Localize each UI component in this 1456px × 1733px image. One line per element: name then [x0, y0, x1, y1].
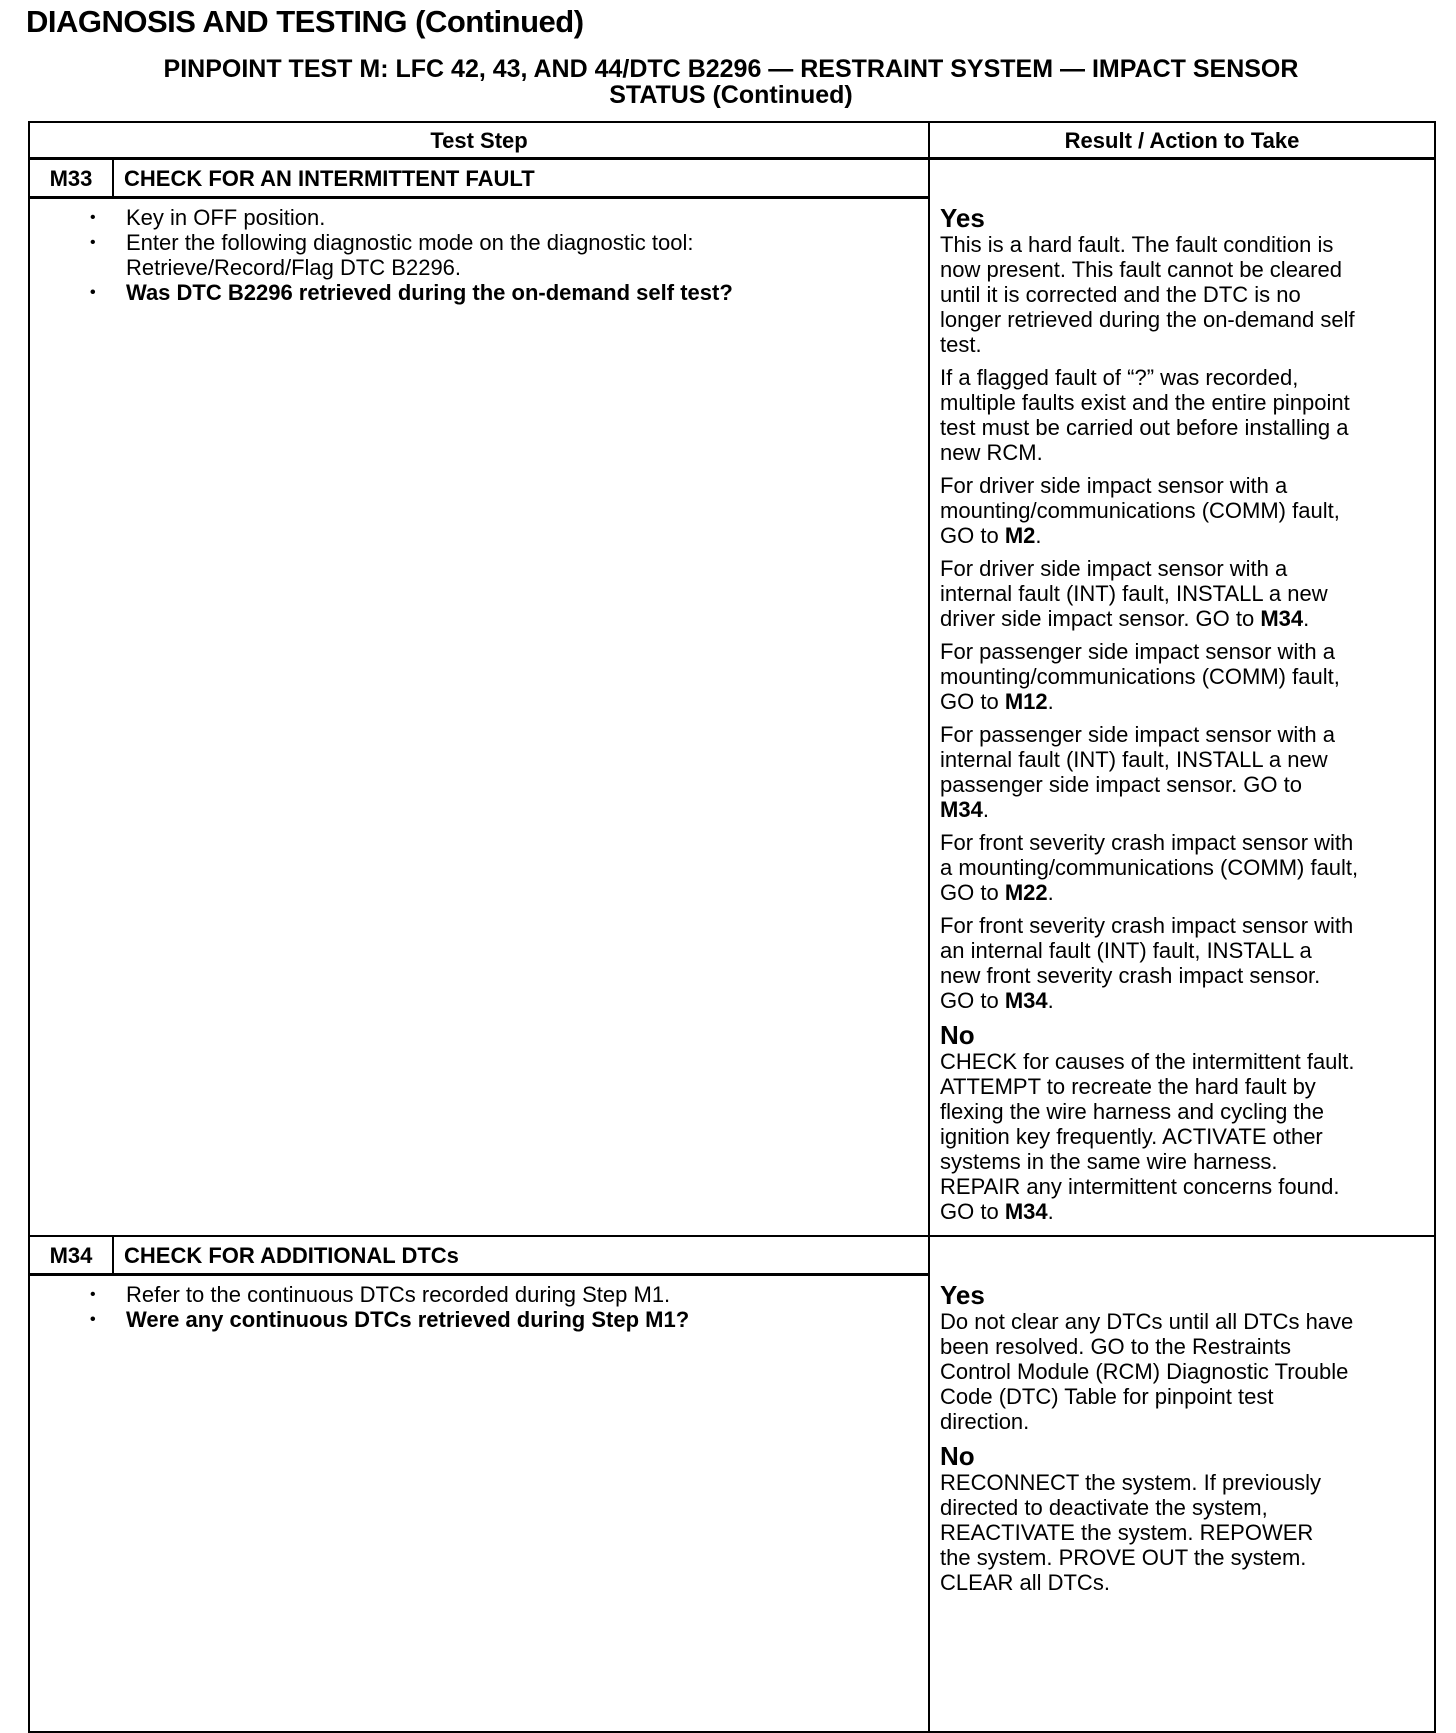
result-cell — [929, 1236, 1435, 1732]
header-result: Result / Action to Take — [929, 122, 1435, 159]
paragraph-text: RECONNECT the system. If previously directed to deactivate the system, REACTIVATE the system. REPOWER the system. PROVE OUT the system. CLEAR all DTCs. — [940, 1470, 1322, 1595]
paragraph-suffix: . — [1035, 523, 1042, 548]
paragraph-text: If a flagged fault of “?” was recorded, multiple faults exist and the entire pinpoint test must be carried out before installing a new RCM. — [940, 365, 1350, 465]
result-paragraph — [940, 556, 1428, 631]
no-heading: No — [940, 1441, 975, 1471]
paragraph-text: For driver side impact sensor with a internal fault (INT) fault, INSTALL a new driver side impact sensor. GO to — [940, 556, 1328, 631]
paragraph-text: For driver side impact sensor with a mounting/communications (COMM) fault, GO to — [940, 473, 1340, 548]
step-id: M33 — [29, 159, 113, 198]
result-paragraph — [940, 1470, 1428, 1595]
instruction-bullet: • Were any continuous DTCs retrieved during Step M1? — [126, 1307, 928, 1332]
step-title: CHECK FOR ADDITIONAL DTCs — [113, 1236, 929, 1275]
result-paragraph — [940, 365, 1428, 465]
step-id: M34 — [29, 1236, 113, 1275]
step-instructions — [29, 1275, 929, 1733]
instruction-bullet: • Key in OFF position. — [126, 205, 928, 230]
page-title: DIAGNOSIS AND TESTING (Continued) — [26, 4, 584, 39]
result-paragraph — [940, 1049, 1428, 1224]
result-paragraph — [940, 830, 1428, 905]
no-heading: No — [940, 1020, 975, 1050]
result-paragraph — [940, 1309, 1428, 1434]
result-paragraph — [940, 473, 1428, 548]
paragraph-text: For front severity crash impact sensor with a mounting/communications (COMM) fault, GO to — [940, 830, 1359, 905]
yes-heading: Yes — [940, 1280, 985, 1310]
step-reference-link[interactable]: M12 — [1004, 689, 1048, 714]
result-paragraph — [940, 722, 1428, 822]
result-paragraph — [940, 913, 1428, 1013]
step-header-row — [29, 159, 1435, 198]
yes-heading: Yes — [940, 203, 985, 233]
step-reference-link[interactable]: M34 — [1004, 988, 1048, 1013]
instruction-bullet: • Refer to the continuous DTCs recorded during Step M1. — [126, 1282, 928, 1307]
header-test-step: Test Step — [29, 122, 929, 159]
paragraph-suffix: . — [1047, 689, 1054, 714]
instruction-bullet: • Was DTC B2296 retrieved during the on-demand self test? — [126, 280, 928, 305]
paragraph-suffix: . — [982, 797, 989, 822]
step-reference-link[interactable]: M34 — [1004, 1199, 1048, 1224]
step-instructions — [29, 198, 929, 1237]
result-paragraph — [940, 232, 1428, 357]
step-title: CHECK FOR AN INTERMITTENT FAULT — [113, 159, 929, 198]
paragraph-suffix: . — [1047, 988, 1054, 1013]
step-reference-link[interactable]: M34 — [940, 797, 983, 822]
instruction-bullet: • Enter the following diagnostic mode on the diagnostic tool: Retrieve/Record/Flag DTC B2296. — [126, 230, 928, 280]
paragraph-text: For passenger side impact sensor with a mounting/communications (COMM) fault, GO to — [940, 639, 1340, 714]
paragraph-text: Do not clear any DTCs until all DTCs have been resolved. GO to the Restraints Control Module (RCM) Diagnostic Trouble Code (DTC) Table for pinpoint test direction. — [940, 1309, 1354, 1434]
paragraph-text: This is a hard fault. The fault condition is now present. This fault cannot be cleared until it is corrected and the DTC is no longer retrieved during the on-demand self test. — [940, 232, 1355, 357]
paragraph-suffix: . — [1047, 1199, 1054, 1224]
pinpoint-test-table — [28, 121, 1436, 1733]
pinpoint-test-title: PINPOINT TEST M: LFC 42, 43, AND 44/DTC B2296 — RESTRAINT SYSTEM — IMPACT SENSOR STATUS (Continued) — [163, 55, 1299, 109]
table-header-row — [29, 122, 1435, 159]
paragraph-text: For passenger side impact sensor with a internal fault (INT) fault, INSTALL a new passenger side impact sensor. GO to — [940, 722, 1335, 797]
step-reference-link[interactable]: M2 — [1004, 523, 1036, 548]
paragraph-suffix: . — [1303, 606, 1310, 631]
step-header-row — [29, 1236, 1435, 1275]
result-paragraph — [940, 639, 1428, 714]
step-reference-link[interactable]: M34 — [1260, 606, 1304, 631]
paragraph-suffix: . — [1047, 880, 1054, 905]
step-reference-link[interactable]: M22 — [1004, 880, 1048, 905]
paragraph-text: CHECK for causes of the intermittent fault. ATTEMPT to recreate the hard fault by flexing the wire harness and cycling the ignition key frequently. ACTIVATE other systems in the same wire harness. REPAIR any intermittent concerns found. GO to — [940, 1049, 1355, 1224]
result-cell — [929, 159, 1435, 1237]
paragraph-text: For front severity crash impact sensor with an internal fault (INT) fault, INSTALL a new front severity crash impact sensor. GO to — [940, 913, 1354, 1013]
